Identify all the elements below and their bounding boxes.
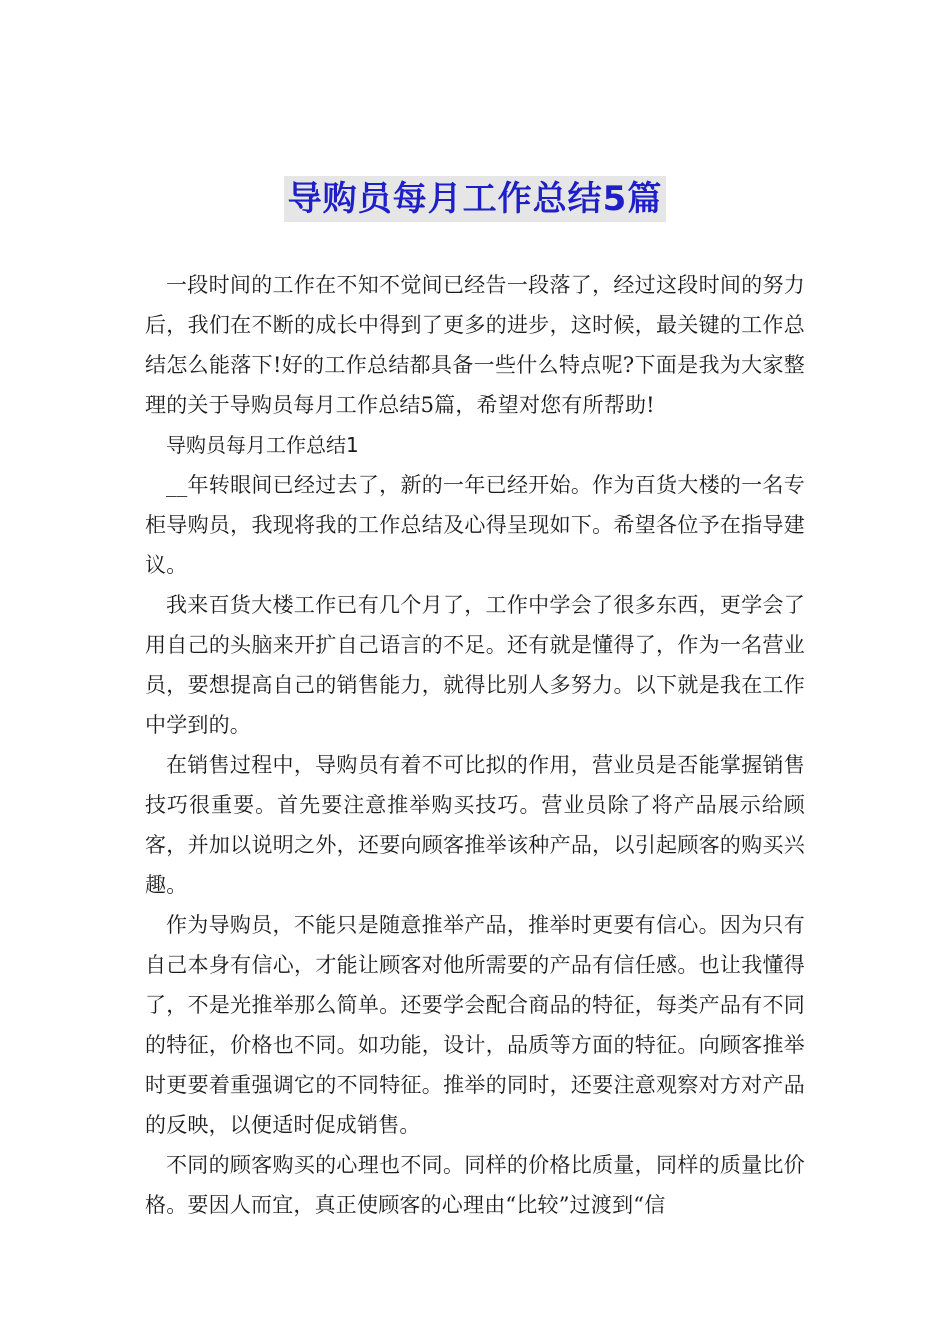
section-heading: 导购员每月工作总结1 [166, 433, 359, 457]
body-paragraph: 我来百货大楼工作已有几个月了，工作中学会了很多东西，更学会了用自己的头脑来开扩自己语言的不足。还有就是懂得了，作为一名营业员，要想提高自己的销售能力，就得比别人多努力。以下就是我在工作中学到的。 [145, 593, 805, 737]
intro-paragraph: 一段时间的工作在不知不觉间已经告一段落了，经过这段时间的努力后，我们在不断的成长中得到了更多的进步，这时候，最关键的工作总结怎么能落下!好的工作总结都具备一些什么特点呢?下面是我为大家整理的关于导购员每月工作总结5篇，希望对您有所帮助! [145, 273, 805, 417]
body-paragraph: __年转眼间已经过去了，新的一年已经开始。作为百货大楼的一名专柜导购员，我现将我的工作总结及心得呈现如下。希望各位予在指导建议。 [145, 473, 805, 577]
title-container [0, 176, 950, 222]
body-paragraph: 不同的顾客购买的心理也不同。同样的价格比质量，同样的质量比价格。要因人而宜，真正使顾客的心理由“比较”过渡到“信 [145, 1153, 805, 1217]
body-paragraph: 作为导购员，不能只是随意推举产品，推举时更要有信心。因为只有自己本身有信心，才能让顾客对他所需要的产品有信任感。也让我懂得了，不是光推举那么简单。还要学会配合商品的特征，每类产品有不同的特征，价格也不同。如功能，设计，品质等方面的特征。向顾客推举时更要着重强调它的不同特征。推举的同时，还要注意观察对方对产品的反映，以便适时促成销售。 [145, 913, 805, 1137]
document-title: 导购员每月工作总结5篇 [284, 176, 667, 222]
document-body [145, 265, 805, 1225]
body-paragraph: 在销售过程中，导购员有着不可比拟的作用，营业员是否能掌握销售技巧很重要。首先要注意推举购买技巧。营业员除了将产品展示给顾客，并加以说明之外，还要向顾客推举该种产品，以引起顾客的购买兴趣。 [145, 753, 805, 897]
